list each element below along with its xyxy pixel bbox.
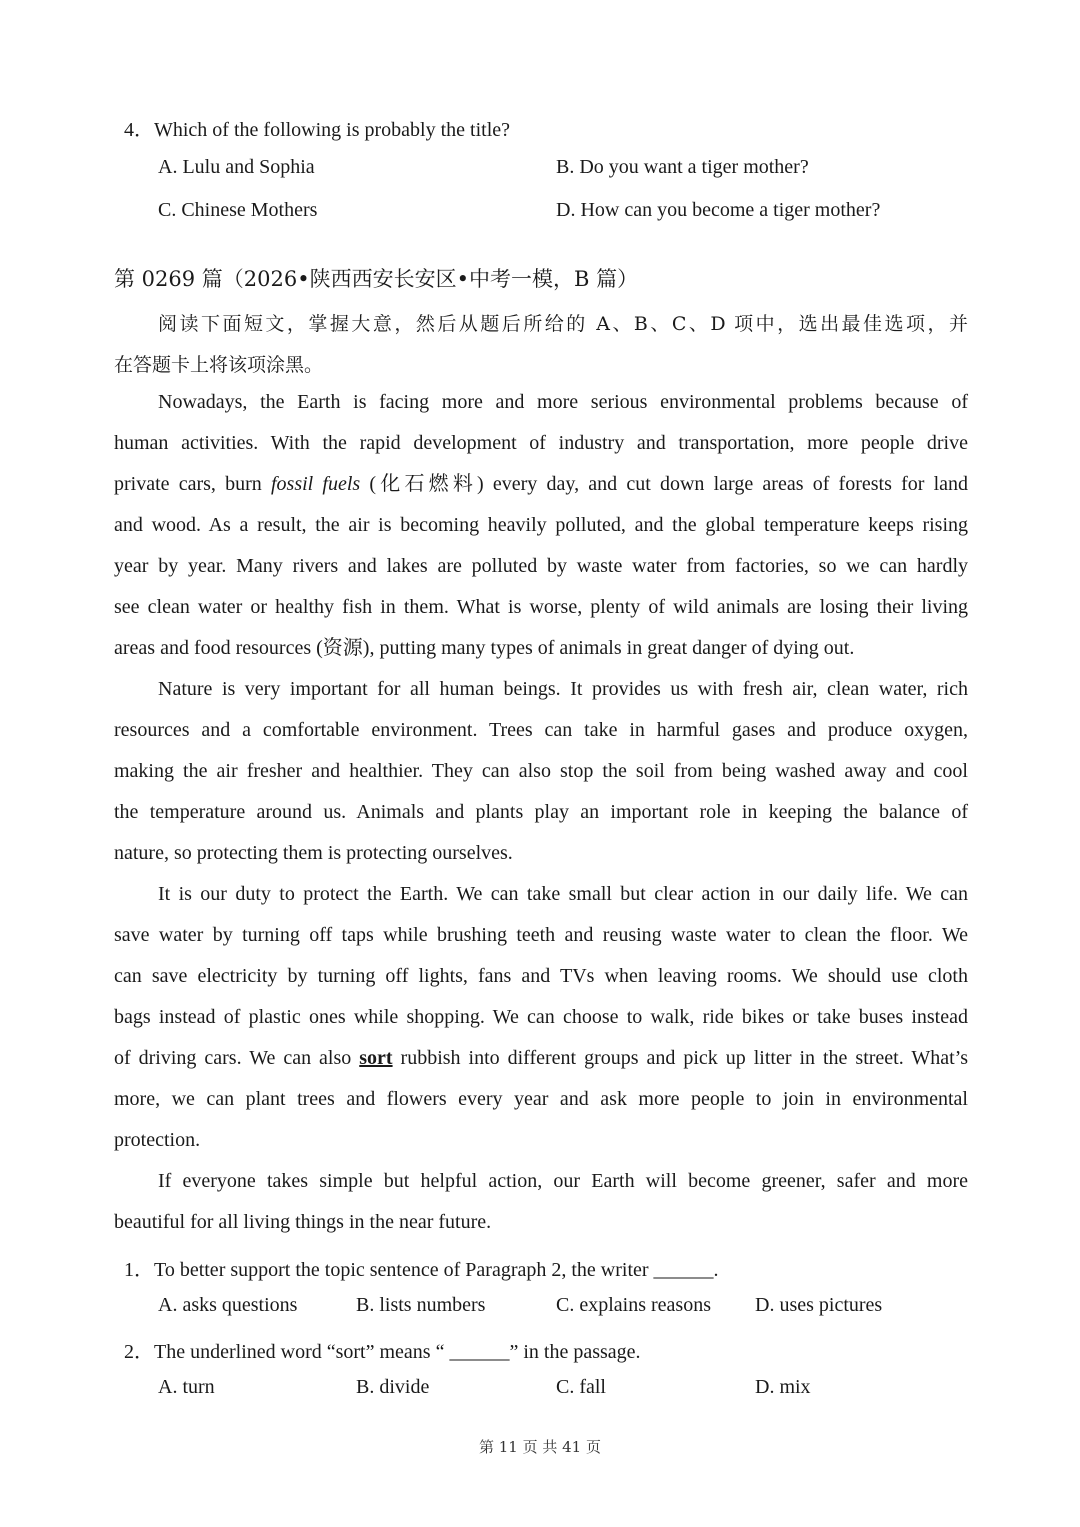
p1-line-4: and wood. As a result, the air is becoming heavily polluted, and the global temperature keeps rising: [114, 514, 968, 536]
p2-line-2: resources and a comfortable environment. Trees can take in harmful gases and produce oxygen,: [114, 719, 968, 741]
p1-line-6: see clean water or healthy fish in them. What is worse, plenty of wild animals are losing their living: [114, 596, 968, 618]
question-text: To better support the topic sentence of Paragraph 2, the writer ______.: [154, 1259, 719, 1281]
question-number: 4．: [124, 119, 154, 141]
p1-line-2: human activities. With the rapid development of industry and transportation, more people drive: [114, 432, 968, 454]
question-text: The underlined word “sort” means “ ______” in the passage.: [154, 1341, 641, 1363]
p4-line-1: If everyone takes simple but helpful action, our Earth will become greener, safer and more: [158, 1170, 968, 1192]
p3-line-5-a: of driving cars. We can also: [114, 1047, 360, 1069]
question-1-stem: [124, 1253, 719, 1282]
p2-line-3: making the air fresher and healthier. They can also stop the soil from being washed away and cool: [114, 760, 968, 782]
q1-option-b: B. lists numbers: [356, 1294, 486, 1316]
p1-line-5: year by year. Many rivers and lakes are polluted by waste water from factories, so we can hardly: [114, 555, 968, 577]
p2-line-1: Nature is very important for all human beings. It provides us with fresh air, clean water, rich: [158, 678, 968, 700]
question-number: 2．: [124, 1341, 154, 1363]
question-4-stem: [124, 113, 510, 142]
p3-line-7: protection.: [114, 1129, 201, 1151]
option-a: A. Lulu and Sophia: [158, 156, 315, 178]
p1-line-1: Nowadays, the Earth is facing more and more serious environmental problems because of: [158, 391, 968, 413]
p1-line-7: areas and food resources (资源), putting many types of animals in great danger of dying out.: [114, 637, 855, 659]
p2-line-4: the temperature around us. Animals and plants play an important role in keeping the balance of: [114, 801, 968, 823]
question-number: 1．: [124, 1259, 154, 1281]
section-title: 第 0269 篇（2026•陕西西安长安区•中考一模，B 篇）: [114, 267, 639, 291]
option-d: D. How can you become a tiger mother?: [556, 199, 881, 221]
question-2-stem: [124, 1335, 641, 1364]
p3-line-5-b: rubbish into different groups and pick up litter in the street. What’s: [392, 1047, 968, 1069]
q1-option-c: C. explains reasons: [556, 1294, 711, 1316]
p3-line-3: can save electricity by turning off lights, fans and TVs when leaving rooms. We should use cloth: [114, 965, 968, 987]
question-text: Which of the following is probably the title?: [154, 119, 511, 141]
p1-line-3: [114, 474, 968, 494]
q2-option-d: D. mix: [755, 1376, 811, 1398]
instruction-line-1: 阅读下面短文，掌握大意，然后从题后所给的 A、B、C、D 项中，选出最佳选项，并: [158, 313, 968, 335]
fossil-fuels-term: fossil fuels: [270, 473, 361, 495]
q1-option-a: A. asks questions: [158, 1294, 298, 1316]
underlined-word-sort: sort: [359, 1047, 393, 1069]
q2-option-a: A. turn: [158, 1376, 215, 1398]
q1-option-d: D. uses pictures: [755, 1294, 883, 1316]
p3-line-2: save water by turning off taps while brushing teeth and reusing waste water to clean the floor. We: [114, 924, 968, 946]
page-footer: 第 11 页 共 41 页: [478, 1438, 601, 1456]
p2-line-5: nature, so protecting them is protecting ourselves.: [114, 842, 513, 864]
p1-line-3-b: (化石燃料) every day, and cut down large areas of forests for land: [360, 473, 969, 495]
p3-line-5: [114, 1048, 968, 1068]
p3-line-1: It is our duty to protect the Earth. We can take small but clear action in our daily life. We can: [158, 883, 968, 905]
instruction-line-2: 在答题卡上将该项涂黑。: [114, 354, 324, 376]
p4-line-2: beautiful for all living things in the near future.: [114, 1211, 492, 1233]
option-c: C. Chinese Mothers: [158, 199, 318, 221]
q2-option-b: B. divide: [356, 1376, 430, 1398]
option-b: B. Do you want a tiger mother?: [556, 156, 809, 178]
q2-option-c: C. fall: [556, 1376, 606, 1398]
p3-line-6: more, we can plant trees and flowers every year and ask more people to join in environmental: [114, 1088, 968, 1110]
p1-line-3-a: private cars, burn: [114, 473, 271, 495]
p3-line-4: bags instead of plastic ones while shopping. We can choose to walk, ride bikes or take buses instead: [114, 1006, 968, 1028]
